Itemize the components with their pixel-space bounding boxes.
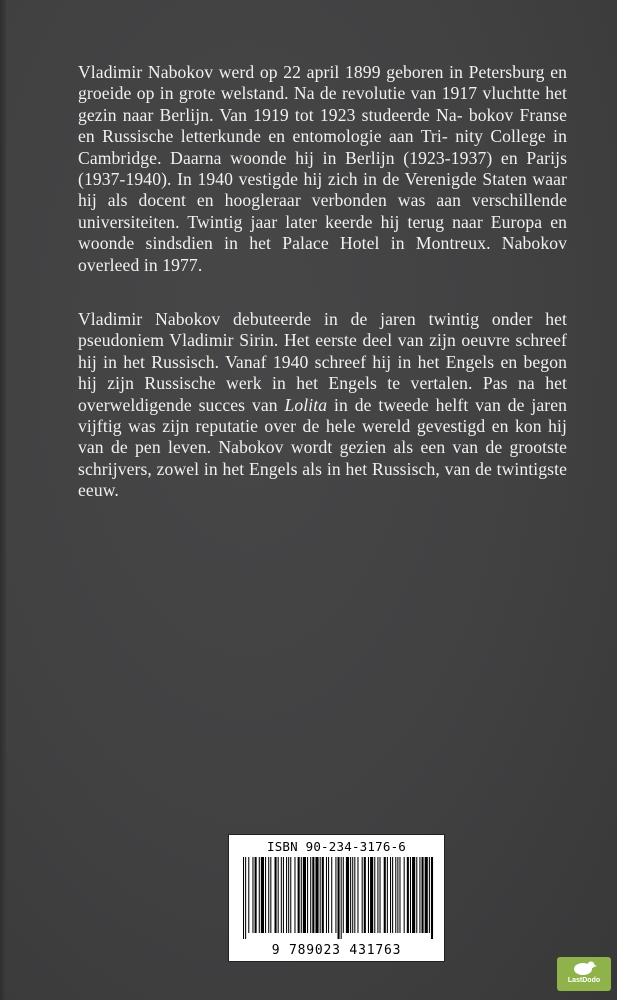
barcode-bar: [261, 857, 264, 933]
book-title-lolita: Lolita: [284, 394, 328, 415]
barcode-bar: [294, 857, 295, 933]
barcode-bars: [243, 857, 435, 939]
bio-line: was aan verschillende universiteiten. Twintig jaar later keerde: [78, 190, 568, 232]
barcode-bar: [281, 857, 282, 933]
barcode-bar: [270, 857, 271, 933]
watermark-sticker: [557, 957, 611, 991]
barcode-bar: [350, 857, 351, 933]
barcode-bar: [326, 857, 327, 933]
barcode-bar: [416, 857, 417, 933]
barcode-bar: [303, 857, 306, 933]
barcode-bar: [310, 857, 311, 933]
career-paragraph: [78, 309, 567, 502]
barcode-bar: [407, 857, 409, 933]
bio-line: Verenigde Staten waar hij als docent en hoogleraar verbonden: [78, 169, 568, 211]
barcode-bar: [328, 857, 329, 933]
barcode-bar: [290, 857, 291, 933]
barcode-bar: [392, 857, 393, 933]
biography-paragraph: [78, 62, 567, 276]
sticker-label: LastDodo: [567, 977, 601, 984]
barcode-bar: [404, 857, 405, 933]
bio-line: en groeide op in grote welstand. Na de revolutie van 1917: [78, 62, 568, 104]
career-line: van de twintigste eeuw.: [78, 458, 568, 501]
barcode-bar: [255, 857, 257, 933]
barcode-bar: [248, 857, 249, 933]
barcode-bar: [425, 857, 428, 933]
barcode-bar: [377, 857, 378, 933]
barcode-bar: [335, 857, 336, 933]
career-line: schreef hij in het Russisch. Vanaf 1940 schreef hij in het Engels: [78, 330, 567, 372]
barcode-bar: [364, 857, 366, 933]
cover-spine-edge: [0, 0, 6, 1000]
isbn-barcode-label: [228, 834, 445, 962]
barcode-bar: [307, 857, 308, 933]
barcode-bar: [422, 857, 424, 933]
barcode-bar: [368, 857, 369, 933]
barcode-bar: [397, 857, 398, 933]
barcode-bar: [252, 857, 253, 933]
barcode-bar: [283, 857, 284, 933]
bio-line: in Montreux. Nabokov overleed in 1977.: [78, 233, 568, 275]
bio-line: hij terug naar Europa en woonde sindsdien in het Palace Hotel: [78, 211, 568, 254]
barcode-bar: [243, 857, 244, 939]
barcode-bar: [362, 857, 363, 933]
barcode-bar: [370, 857, 373, 933]
barcode-bar: [374, 857, 375, 933]
bio-line: vluchtte het gezin naar Berlijn. Van 1919 tot 1923 studeerde Na-: [78, 83, 567, 125]
barcode-bar: [431, 857, 433, 939]
bio-line: (1923-1937) en Parijs (1937-1940). In 1940 vestigde hij zich in de: [78, 147, 568, 190]
career-text: [78, 309, 567, 502]
barcode-bar: [412, 857, 415, 933]
barcode-bar: [384, 857, 386, 933]
barcode-bar: [399, 857, 400, 933]
career-line: en kon hij van de pen leven. Nabokov wordt gezien als een van: [78, 416, 568, 458]
barcode-bar: [354, 857, 355, 933]
barcode-bar: [301, 857, 302, 933]
barcode-bar: [315, 857, 318, 933]
barcode-bar: [331, 857, 332, 933]
career-line: pseudoniem Vladimir Sirin. Het eerste deel van zijn oeuvre: [78, 330, 510, 351]
barcode-bar: [259, 857, 260, 933]
barcode-bar: [380, 857, 381, 933]
barcode-bar: [320, 857, 321, 933]
barcode-bar: [346, 857, 349, 933]
dodo-logo-icon: [571, 960, 597, 976]
barcode-bar: [341, 857, 342, 939]
career-line: Vladimir Nabokov debuteerde in de jaren twintig onder het: [78, 309, 567, 329]
barcode-bar: [268, 857, 269, 933]
career-line: en begon hij zijn Russische werk in het Engels te vertalen. Pas: [78, 351, 567, 394]
barcode-bar: [312, 857, 314, 933]
barcode-bar: [352, 857, 353, 933]
barcode-bar: [275, 857, 277, 933]
career-line: de grootste schrijvers, zowel in het Engels als in het Russisch,: [78, 437, 568, 479]
barcode-bar: [298, 857, 300, 933]
bio-line: Vladimir Nabokov werd op 22 april 1899 geboren in Petersburg: [78, 62, 545, 82]
barcode-bar: [387, 857, 388, 933]
barcode-bar: [322, 857, 324, 933]
ean-number: 9 789023 431763: [271, 943, 402, 958]
isbn-number: ISBN 90-234-3176-6: [266, 839, 407, 854]
barcode-bar: [419, 857, 420, 933]
barcode-bar: [395, 857, 396, 933]
barcode-bar: [286, 857, 287, 933]
bio-line: nity College in Cambridge. Daarna woonde hij in Berlijn: [78, 126, 567, 168]
barcode-bar: [343, 857, 344, 933]
barcode-bar: [278, 857, 279, 933]
biography-text: [78, 62, 567, 276]
barcode-bar: [429, 857, 430, 933]
barcode-bar: [390, 857, 391, 933]
career-line: na het overweldigende succes van: [78, 373, 567, 415]
bio-line: bokov Franse en Russische letterkunde en entomologie aan Tri-: [78, 104, 568, 147]
career-line: de jaren vijftig was zijn reputatie over de hele wereld gevestigd: [78, 394, 568, 437]
barcode-bar: [288, 857, 289, 933]
barcode-bar: [410, 857, 411, 933]
career-line: in de tweede helft van: [327, 394, 501, 415]
barcode-bar: [245, 857, 246, 939]
barcode-bar: [338, 857, 340, 939]
barcode-bar: [357, 857, 358, 933]
barcode-bar: [265, 857, 266, 933]
